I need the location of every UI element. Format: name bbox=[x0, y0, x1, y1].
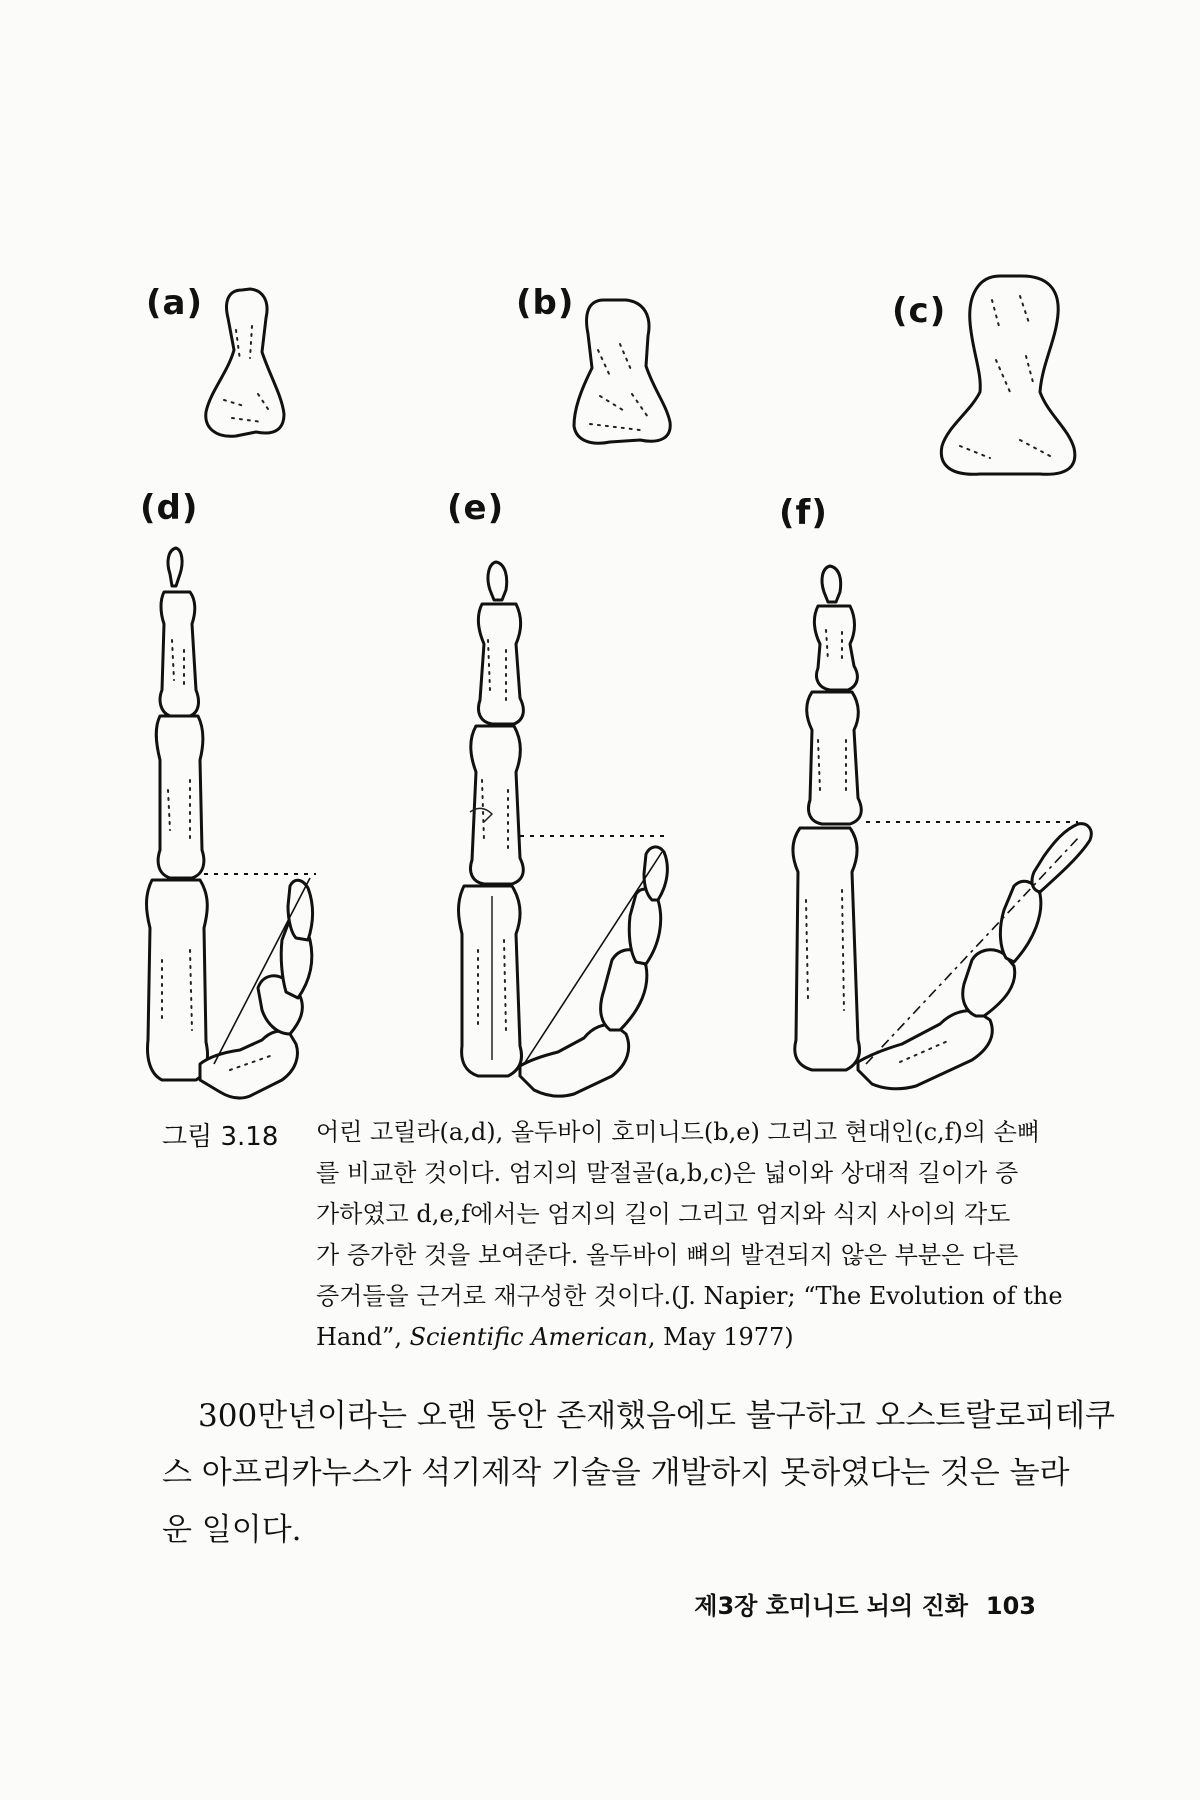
caption-line: 를 비교한 것이다. 엄지의 말절골(a,b,c)은 넓이와 상대적 길이가 증 bbox=[316, 1159, 1019, 1187]
body-paragraph bbox=[162, 1388, 1115, 1559]
hand-d bbox=[147, 548, 317, 1098]
panel-label-a: (a) bbox=[146, 283, 204, 323]
caption-line: 가하였고 d,e,f에서는 엄지의 길이 그리고 엄지와 식지 사이의 각도 bbox=[316, 1200, 1011, 1228]
journal-name: Scientific American bbox=[409, 1323, 648, 1351]
citation-suffix: , May 1977) bbox=[647, 1323, 794, 1351]
paragraph-line: 운 일이다. bbox=[162, 1512, 302, 1548]
panel-label-f: (f) bbox=[779, 493, 828, 533]
panel-label-c: (c) bbox=[892, 291, 947, 331]
hand-f bbox=[793, 566, 1091, 1089]
caption-line: 어린 고릴라(a,d), 올두바이 호미니드(b,e) 그리고 현대인(c,f)의 손뼈 bbox=[316, 1118, 1041, 1146]
caption-line: 증거들을 근거로 재구성한 것이다.(J. Napier; “The Evolution of the bbox=[316, 1282, 1063, 1310]
citation-prefix: Hand”, bbox=[316, 1323, 410, 1351]
caption-citation-line bbox=[316, 1317, 1066, 1358]
chapter-title: 제3장 호미니드 뇌의 진화 bbox=[694, 1592, 968, 1620]
hand-e bbox=[459, 562, 668, 1096]
page-number: 103 bbox=[985, 1592, 1036, 1620]
paragraph-line: 300만년이라는 오랜 동안 존재했음에도 불구하고 오스트랄로피테쿠 bbox=[198, 1398, 1115, 1434]
figure-number: 그림 3.18 bbox=[162, 1122, 279, 1152]
figure-caption bbox=[316, 1112, 1066, 1358]
phalanx-c bbox=[941, 276, 1075, 474]
panel-label-d: (d) bbox=[140, 488, 199, 528]
panel-label-b: (b) bbox=[516, 283, 575, 323]
page-footer bbox=[676, 1586, 1036, 1621]
phalanx-b bbox=[574, 300, 670, 443]
panel-label-e: (e) bbox=[447, 488, 505, 528]
paragraph-line: 스 아프리카누스가 석기제작 기술을 개발하지 못하였다는 것은 놀라 bbox=[162, 1455, 1070, 1491]
caption-line: 가 증가한 것을 보여준다. 올두바이 뼈의 발견되지 않은 부분은 다른 bbox=[316, 1241, 1019, 1269]
phalanx-a bbox=[206, 289, 284, 436]
